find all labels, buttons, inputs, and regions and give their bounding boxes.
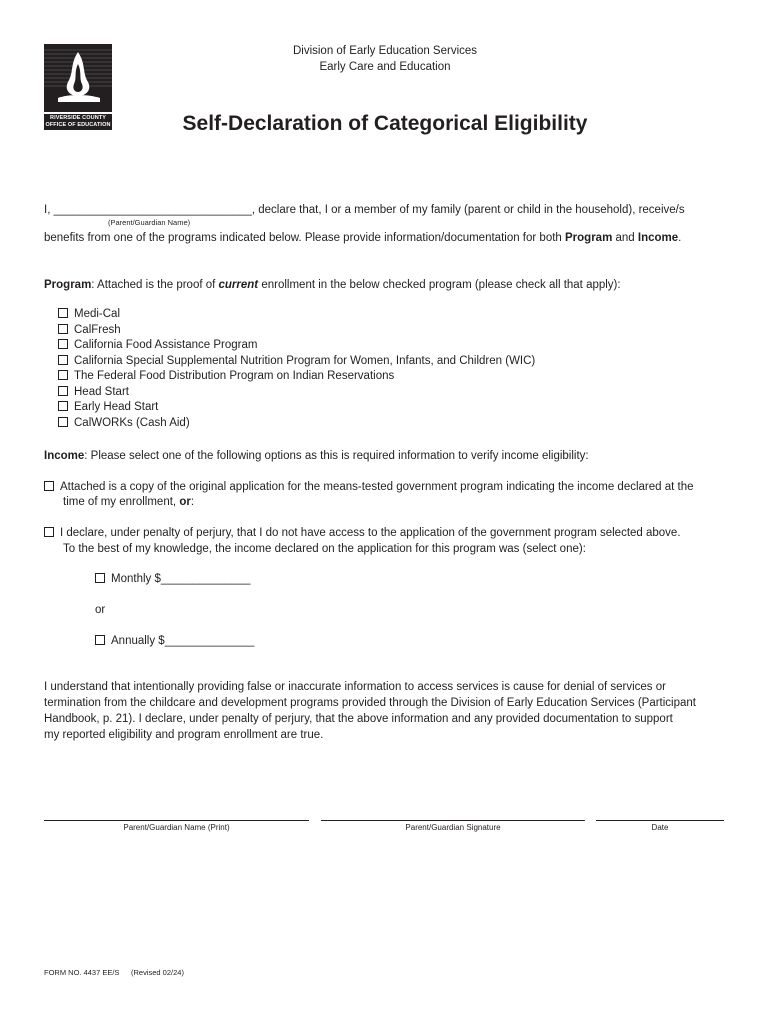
statement-line: I understand that intentionally providing false or inaccurate information to access services is cause for denial of services or — [44, 681, 666, 693]
date-line[interactable] — [596, 820, 724, 821]
program-item-label: The Federal Food Distribution Program on Indian Reservations — [74, 370, 395, 382]
form-number: FORM NO. 4437 EE/S — [44, 968, 120, 977]
perjury-statement — [44, 679, 734, 743]
signature-line[interactable] — [321, 820, 585, 821]
income-option-1-line-2: time of my enrollment, — [63, 496, 180, 508]
program-item-early-head-start — [58, 400, 535, 416]
program-item-label: CalFresh — [74, 323, 121, 336]
checkbox[interactable] — [58, 386, 68, 396]
checkbox[interactable] — [58, 417, 68, 427]
program-item-label: Medi-Cal — [74, 308, 121, 320]
program-item-wic — [58, 354, 535, 370]
program-item-calfresh — [58, 323, 535, 339]
checkbox[interactable] — [58, 355, 68, 365]
period: . — [678, 232, 682, 244]
income-label: Income — [44, 450, 85, 462]
income-option-2-line-2: To the best of my knowledge, the income declared on the application for this program was (select one): — [63, 543, 586, 555]
checkbox[interactable] — [58, 324, 68, 334]
checkbox[interactable] — [95, 635, 105, 645]
current-word: current — [218, 279, 259, 291]
program-item-label: Early Head Start — [74, 401, 159, 413]
monthly-label: Monthly $______________ — [111, 573, 251, 585]
checkbox[interactable] — [58, 308, 68, 318]
page-title: Self-Declaration of Categorical Eligibility — [182, 112, 588, 135]
parent-name-blank[interactable]: _______________________________ — [53, 204, 252, 216]
program-text-b: enrollment in the below checked program (please check all that apply): — [258, 279, 621, 291]
program-item-fdpir — [58, 369, 535, 385]
or-word: or — [179, 496, 191, 508]
logo-line-2: OFFICE OF EDUCATION — [45, 122, 111, 128]
parent-name-caption: (Parent/Guardian Name) — [108, 218, 191, 227]
subdivision-name: Early Care and Education — [319, 61, 451, 73]
income-instructions — [44, 448, 589, 464]
income-option-2 — [44, 525, 681, 541]
declaration-suffix: , declare that, I or a member of my family (parent or child in the household), receive/s — [251, 204, 685, 216]
program-item-calworks — [58, 416, 535, 432]
annually-option — [95, 633, 254, 649]
program-item-label: California Food Assistance Program — [74, 339, 258, 351]
declaration-line-2 — [44, 230, 681, 246]
program-word: Program — [565, 232, 613, 244]
signature-label: Parent/Guardian Signature — [405, 823, 501, 832]
or-text: or — [95, 604, 106, 616]
program-item-label: Head Start — [74, 385, 129, 398]
name-print-line[interactable] — [44, 820, 309, 821]
checkbox[interactable] — [58, 370, 68, 380]
statement-line: my reported eligibility and program enrollment are true. — [44, 729, 324, 741]
program-label: Program — [44, 279, 92, 291]
program-text-a: : Attached is the proof of — [91, 279, 219, 291]
statement-line: Handbook, p. 21). I declare, under penalty of perjury, that the above information and any provided documentation to support — [44, 713, 673, 725]
checkbox[interactable] — [44, 481, 54, 491]
declaration-line-2-text: benefits from one of the programs indicated below. Please provide information/documentation for both — [44, 232, 565, 244]
program-item-head-start — [58, 385, 535, 401]
program-checklist — [58, 307, 535, 431]
statement-line: termination from the childcare and development programs provided through the Division of Early Education Services (Participant — [44, 697, 696, 709]
program-item-cfap — [58, 338, 535, 354]
annually-label: Annually $______________ — [111, 635, 255, 647]
monthly-option — [95, 571, 250, 587]
income-option-1-line-1: Attached is a copy of the original application for the means-tested government program indicating the income declared at the — [60, 481, 694, 493]
and-word: and — [612, 232, 638, 244]
declaration-prefix: I, — [44, 204, 54, 216]
checkbox[interactable] — [44, 527, 54, 537]
program-item-label: California Special Supplemental Nutrition Program for Women, Infants, and Children (WIC) — [74, 354, 536, 367]
division-name: Division of Early Education Services — [292, 45, 478, 57]
revised-date: (Revised 02/24) — [131, 968, 184, 977]
income-word: Income — [637, 232, 679, 244]
logo-line-1: RIVERSIDE COUNTY — [50, 115, 106, 121]
name-print-label: Parent/Guardian Name (Print) — [123, 823, 230, 832]
income-option-2-line-1: I declare, under penalty of perjury, that I do not have access to the application of the government program selected above. — [60, 527, 681, 539]
program-item-medi-cal — [58, 307, 535, 323]
declaration-line-1 — [44, 202, 685, 218]
program-item-label: CalWORKs (Cash Aid) — [74, 416, 190, 429]
checkbox[interactable] — [58, 401, 68, 411]
colon: : — [190, 496, 195, 508]
checkbox[interactable] — [58, 339, 68, 349]
income-option-1-cont — [63, 494, 194, 510]
program-instructions — [44, 277, 621, 293]
income-text: : Please select one of the following options as this is required information to verify income eligibility: — [84, 450, 589, 462]
checkbox[interactable] — [95, 573, 105, 583]
date-label: Date — [651, 823, 669, 832]
income-option-1 — [44, 479, 694, 495]
